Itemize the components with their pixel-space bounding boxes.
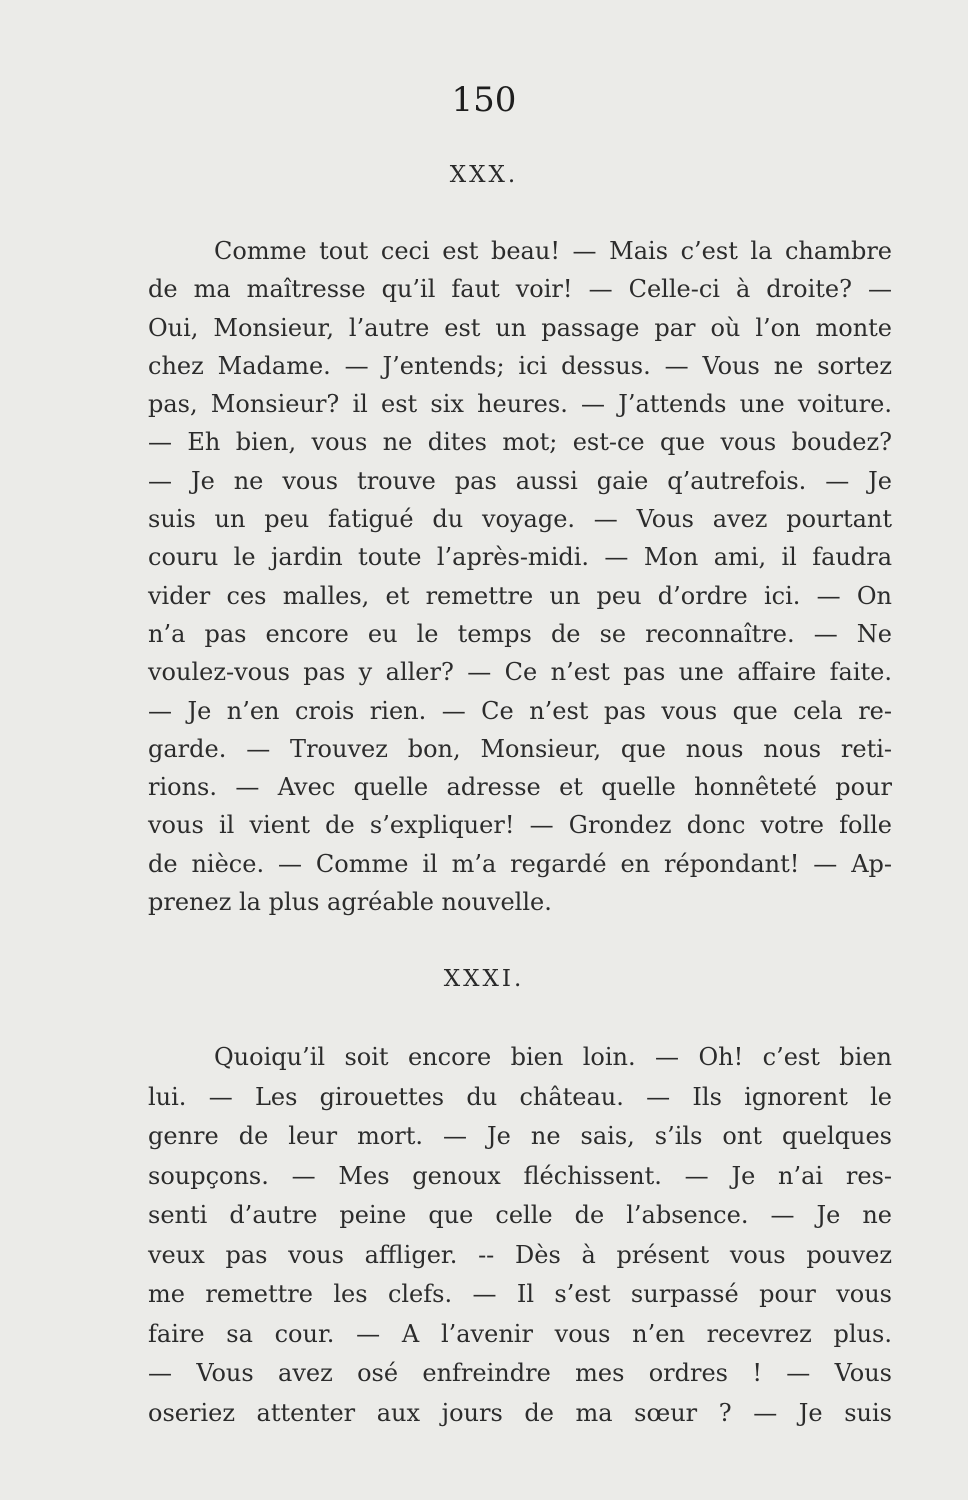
text-line: soupçons. — Mes genoux fléchissent. — Je n’ai res-: [148, 1161, 892, 1190]
section-text-xxx: [148, 232, 892, 921]
text-line: lui. — Les girouettes du château. — Ils ignorent le: [148, 1082, 892, 1111]
page-number: 150: [451, 80, 517, 120]
text-line: prenez la plus agréable nouvelle.: [148, 888, 552, 917]
text-line: — Je ne vous trouve pas aussi gaie q’autrefois. — Je: [148, 466, 892, 495]
text-line: n’a pas encore eu le temps de se reconnaître. — Ne: [148, 619, 892, 648]
text-line: suis un peu fatigué du voyage. — Vous avez pourtant: [148, 505, 892, 534]
text-line: Oui, Monsieur, l’autre est un passage par où l’on monte: [148, 313, 892, 342]
text-line: senti d’autre peine que celle de l’absence. — Je ne: [148, 1201, 892, 1229]
text-line: de ma maîtresse qu’il faut voir! — Celle-ci à droite? —: [148, 275, 892, 304]
text-line: — Vous avez osé enfreindre mes ordres ! — Vous: [148, 1359, 892, 1387]
text-line: me remettre les clefs. — Il s’est surpassé pour vous: [148, 1280, 892, 1308]
section-heading-xxx: XXX.: [449, 162, 519, 188]
text-line: veux pas vous affliger. -- Dès à présent vous pouvez: [148, 1240, 892, 1269]
text-line: voulez-vous pas y aller? — Ce n’est pas une affaire faite.: [148, 658, 892, 687]
text-line: vous il vient de s’expliquer! — Grondez donc votre folle: [148, 811, 892, 840]
text-line: de nièce. — Comme il m’a regardé en répondant! — Ap-: [148, 849, 892, 878]
text-line: vider ces malles, et remettre un peu d’ordre ici. — On: [148, 581, 892, 610]
text-line: — Je n’en crois rien. — Ce n’est pas vous que cela re-: [148, 696, 892, 725]
text-line: garde. — Trouvez bon, Monsieur, que nous nous reti-: [148, 734, 892, 763]
text-line: faire sa cour. — A l’avenir vous n’en recevrez plus.: [148, 1319, 892, 1348]
text-line: pas, Monsieur? il est six heures. — J’attends une voiture.: [148, 390, 892, 419]
text-line: rions. — Avec quelle adresse et quelle honnêteté pour: [148, 773, 892, 802]
section-text-xxxi: [148, 1038, 892, 1433]
text-line: genre de leur mort. — Je ne sais, s’ils ont quelques: [148, 1122, 892, 1150]
text-line: oseriez attenter aux jours de ma sœur ? — Je suis: [148, 1398, 892, 1427]
text-line: chez Madame. — J’entends; ici dessus. — Vous ne sortez: [148, 351, 892, 380]
section-heading-xxxi: XXXI.: [443, 966, 525, 992]
text-line: Quoiqu’il soit encore bien loin. — Oh! c’est bien: [214, 1043, 892, 1071]
text-line: couru le jardin toute l’après-midi. — Mon ami, il faudra: [148, 543, 892, 572]
text-line: Comme tout ceci est beau! — Mais c’est la chambre: [214, 237, 892, 265]
text-line: — Eh bien, vous ne dites mot; est-ce que vous boudez?: [148, 428, 892, 457]
